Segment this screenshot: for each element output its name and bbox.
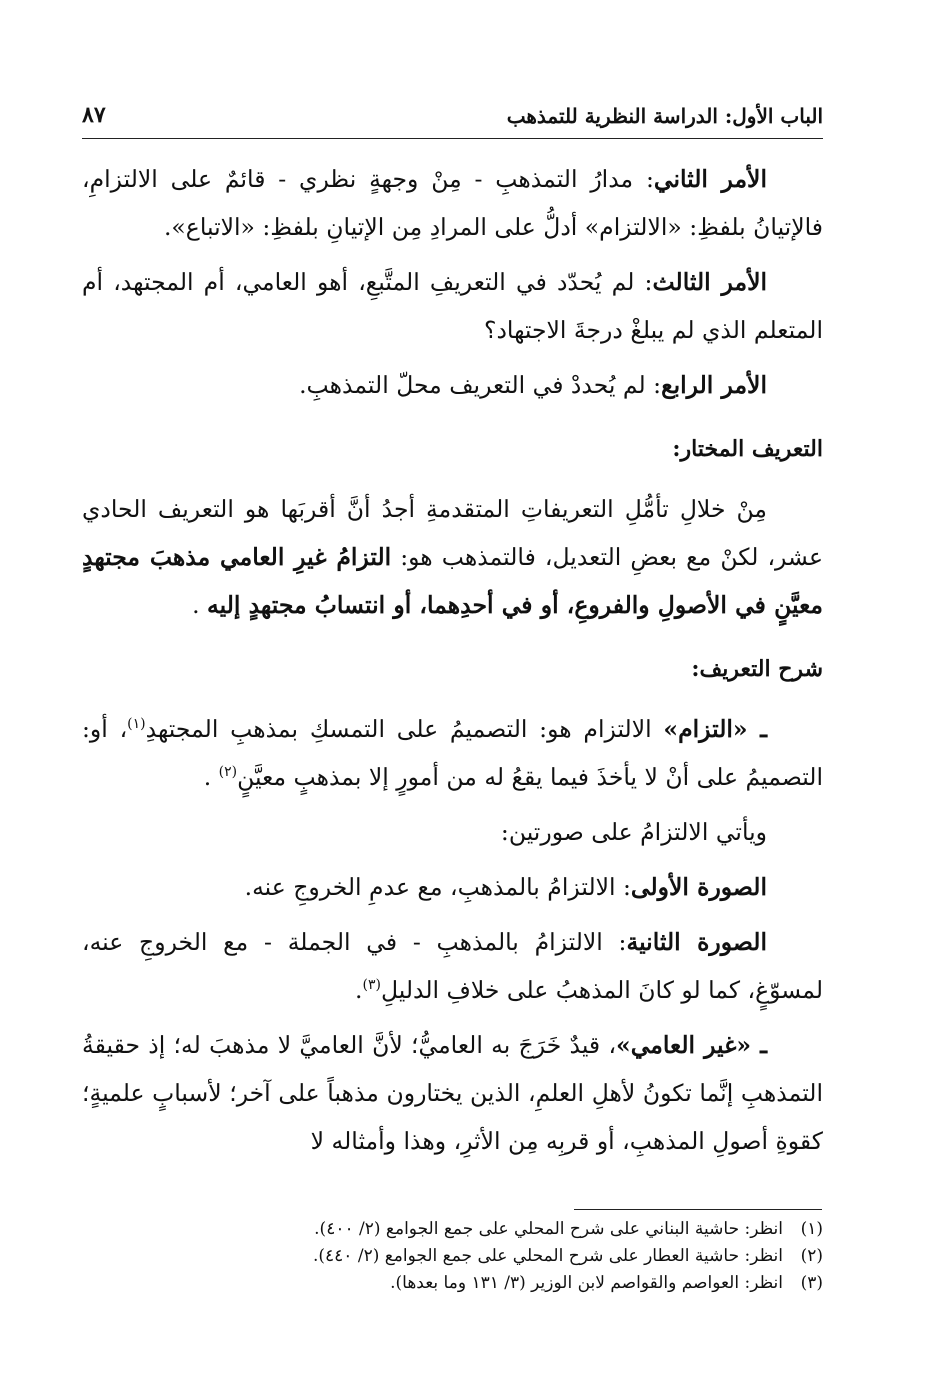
paragraph-label: الصورة الثانية: [626, 928, 767, 956]
footnote-number: (٣): [800, 1273, 823, 1293]
definition-text: التزامُ غيرِ العامي مذهبَ مجتهدٍ معيَّنٍ في الأصولِ والفروعِ، أو في أحدِهما، أو انتسابُ مجتهدٍ إليه: [82, 543, 823, 619]
paragraph-two-forms: ويأتي الالتزامُ على صورتين:: [500, 818, 767, 846]
body-text: [82, 155, 823, 1172]
paragraph-text: : الالتزامُ بالمذهبِ، مع عدمِ الخروجِ عنه.: [244, 873, 631, 901]
footnote-text: انظر: حاشية العطار على شرح المحلي على جمع الجوامع (٢/ ٤٤٠).: [312, 1246, 783, 1266]
paragraph-text: : مدارُ التمذهبِ - مِنْ وجهةٍ نظري - قائمٌ على الالتزامِ، فالإتيانُ بلفظِ: «الالتزام» أدلُّ على المرادِ مِن الإتيانِ بلفظِ: «الاتباع».: [82, 165, 823, 241]
footnote-marker: (٢): [218, 764, 238, 781]
paragraph-text: : الالتزامُ بالمذهبِ - في الجملة - مع الخروجِ عنه، لمسوّغٍ، كما لو كانَ المذهبُ على خلافِ الدليلِ: [82, 928, 823, 1004]
paragraph-text: ، أو: التصميمُ على أنْ لا يأخذَ فيما يقعُ له من أمورٍ إلا بمذهبٍ معيَّنٍ: [82, 715, 823, 791]
paragraph-text: : لم يُحدّد في التعريفِ المتَّبعِ، أهو العامي، أم المجتهد، أم المتعلم الذي لم يبلغْ درجةَ الاجتهاد؟: [82, 268, 823, 344]
paragraph-label: الأمر الثالث: [652, 268, 768, 296]
footnote-marker: (١): [127, 716, 146, 733]
paragraph-text: مِنْ خلالِ تأمُّلِ التعريفاتِ المتقدمةِ أجدُ أنَّ أقربَها هو التعريف الحادي عشر، لكنْ مع بعضِ التعديل، فالتمذهب هو:: [82, 495, 823, 571]
footnote: [160, 1243, 823, 1270]
section-heading-chosen-definition: التعريف المختار:: [672, 436, 823, 462]
paragraph-text: الالتزام هو: التصميمُ على التمسكِ بمذهبِ المجتهدِ: [145, 715, 664, 743]
paragraph-second-form: [82, 918, 823, 1014]
paragraph-label: الصورة الأولى: [630, 873, 767, 901]
footnote-number: (٢): [800, 1246, 823, 1266]
footnote-marker: (٣): [362, 977, 381, 994]
footnote-divider: [574, 1209, 822, 1210]
defined-term: ـ «غير العامي»: [616, 1031, 767, 1059]
section-heading-definition-explanation: شرح التعريف:: [691, 656, 823, 682]
paragraph-definition: [82, 485, 823, 629]
paragraph-text: .: [192, 591, 208, 619]
paragraph-commitment: [82, 705, 823, 801]
paragraph-fourth-matter: [82, 361, 823, 409]
paragraph-text: : لم يُحددْ في التعريف محلّ التمذهبِ.: [299, 371, 662, 399]
footnote-text: انظر: العواصم والقواصم لابن الوزير (٣/ ١٣١ وما بعدها).: [390, 1273, 783, 1293]
paragraph-text: .: [203, 763, 219, 791]
footnote-text: انظر: حاشية البناني على شرح المحلي على جمع الجوامع (٢/ ٤٠٠).: [314, 1219, 783, 1239]
defined-term: ـ «التزام»: [663, 715, 767, 743]
paragraph-first-form: [82, 863, 823, 911]
paragraph-text: .: [355, 976, 363, 1004]
footnote: [160, 1270, 823, 1297]
page-number: ٨٧: [82, 102, 106, 128]
footnotes: [160, 1216, 823, 1297]
paragraph-non-layman: [82, 1021, 823, 1165]
paragraph-text: ، قيدٌ خَرَجَ به العاميُّ؛ لأنَّ العاميَّ لا مذهبَ له؛ إذ حقيقةُ التمذهبِ إنَّما تكونُ لأهلِ العلمِ، الذين يختارون مذهباً على آخر؛ لأسبابٍ علميةٍ؛ كقوةِ أصولِ المذهبِ، أو قربِه مِن الأثرِ، وهذا وأمثاله لا: [82, 1031, 823, 1155]
footnote: [160, 1216, 823, 1243]
running-title: الباب الأول: الدراسة النظرية للتمذهب: [506, 104, 823, 128]
footnote-number: (١): [800, 1219, 823, 1239]
page-header: [82, 100, 823, 139]
paragraph-second-matter: [82, 155, 823, 251]
paragraph-third-matter: [82, 258, 823, 354]
paragraph-label: الأمر الثاني: [653, 165, 767, 193]
paragraph-label: الأمر الرابع: [661, 371, 767, 399]
